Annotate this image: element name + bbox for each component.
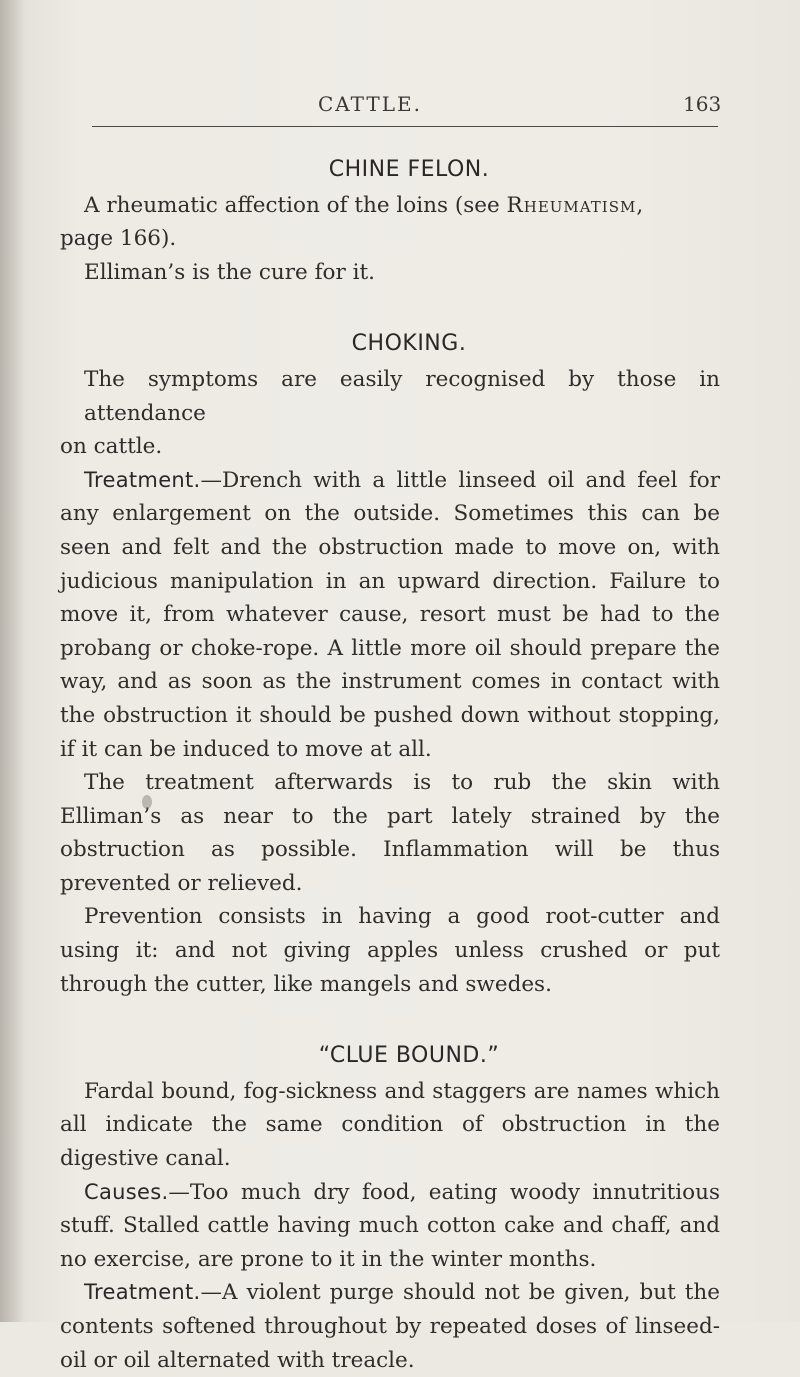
spine-shadow	[0, 0, 24, 1322]
page-number: 163	[683, 92, 722, 116]
paragraph-continued	[60, 222, 720, 256]
text: The treatment afterwards is to rub the skin with Elliman’s as near to the part lately strained by the obstruction as possible. Inflammation will be thus prevented or relieved.	[60, 770, 720, 896]
heading-choking: CHOKING.	[351, 331, 467, 357]
running-head: CATTLE.	[318, 92, 422, 116]
page-header	[0, 92, 800, 132]
header-rule	[92, 126, 718, 127]
paragraph	[60, 766, 720, 900]
paragraph	[84, 256, 720, 290]
heading-clue-bound: “CLUE BOUND.”	[318, 1043, 500, 1069]
paragraph	[60, 1075, 720, 1176]
text: Fardal bound, fog-sickness and staggers are names which all indicate the same condition of obstruction in the digestive canal.	[60, 1078, 720, 1172]
paragraph	[84, 189, 720, 223]
text: Prevention consists in having a good root-cutter and using it: and not giving apples unless crushed or put through the cutter, like mangels and swedes.	[60, 904, 720, 997]
text: —Drench with a little linseed oil and feel for any enlargement on the outside. Sometimes this can be seen and felt and the obstruction made to move on, with judicious manipulation in an upward direction. Failure to move it, from whatever cause, resort must be had to the probang or choke-rope. A little more oil should prepare the way, and as soon as the instrument comes in contact with the obstruction it should be pushed down without stopping, if it can be induced to move at all.	[60, 467, 720, 762]
run-in-heading-treatment: Treatment.	[84, 467, 201, 492]
text: on cattle.	[60, 434, 163, 460]
cross-reference: Rheumatism,	[506, 192, 645, 218]
paragraph	[60, 900, 720, 1001]
ink-smudge	[142, 795, 152, 809]
text: —Too much dry food, eating woody innutritious stuff. Stalled cattle having much cotton cake and chaff, and no exercise, are prone to it in the winter months.	[60, 1179, 720, 1272]
paragraph-treatment	[60, 1276, 720, 1377]
text: —A violent purge should not be given, but the contents softened throughout by repeated doses of linseed-oil or oil alternated with treacle.	[60, 1280, 720, 1373]
heading-chine-felon: CHINE FELON.	[328, 157, 490, 182]
page-body	[60, 153, 720, 1377]
text: page 166).	[60, 226, 177, 252]
run-in-heading-treatment: Treatment.	[84, 1280, 201, 1305]
run-in-heading-causes: Causes.	[84, 1179, 169, 1204]
paragraph-causes	[60, 1176, 720, 1277]
text: Elliman’s is the cure for it.	[84, 259, 375, 285]
paragraph-treatment	[60, 464, 720, 766]
text: The symptoms are easily recognised by those in attendance	[84, 366, 720, 426]
text: A rheumatic affection of the loins (see	[84, 192, 507, 218]
paragraph-continued	[60, 430, 720, 464]
paragraph	[84, 363, 720, 430]
